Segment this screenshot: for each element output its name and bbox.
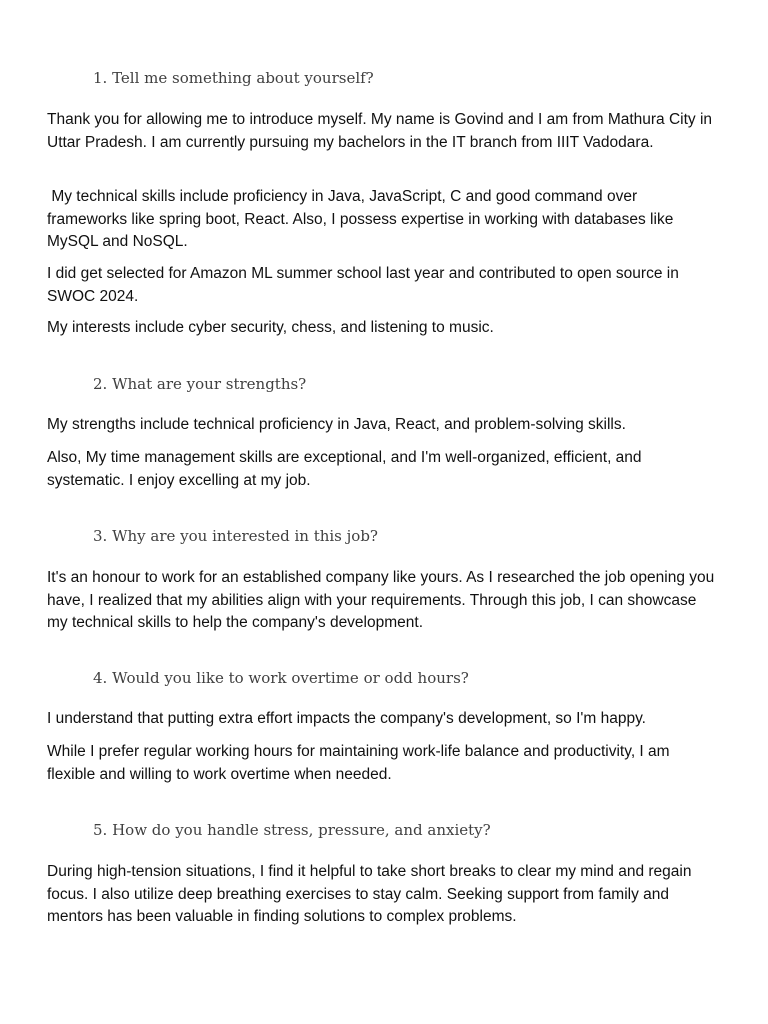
answer-paragraph: My strengths include technical proficiency in Java, React, and problem-solving skills. — [47, 416, 626, 433]
question-heading: 5. How do you handle stress, pressure, and anxiety? — [93, 821, 491, 839]
answer-paragraph: Also, My time management skills are exceptional, and I'm well-organized, efficient, and systematic. I enjoy excelling at my job. — [47, 449, 642, 489]
question-heading: 2. What are your strengths? — [93, 375, 307, 393]
question-heading: 4. Would you like to work overtime or odd hours? — [93, 669, 469, 687]
answer-paragraph: I did get selected for Amazon ML summer school last year and contributed to open source in SWOC 2024. — [47, 265, 679, 305]
question-heading: 3. Why are you interested in this job? — [93, 527, 378, 545]
answer-paragraph: My technical skills include proficiency in Java, JavaScript, C and good command over frameworks like spring boot, React. Also, I possess expertise in working with databases like MySQL and NoSQL. — [47, 188, 678, 250]
answer-paragraph: Thank you for allowing me to introduce myself. My name is Govind and I am from Mathura City in Uttar Pradesh. I am currently pursuing my bachelors in the IT branch from IIIT Vadodara. — [47, 111, 713, 151]
answer-paragraph: While I prefer regular working hours for maintaining work-life balance and productivity, I am flexible and willing to work overtime when needed. — [47, 743, 670, 783]
answer-paragraph: During high-tension situations, I find it helpful to take short breaks to clear my mind and regain focus. I also utilize deep breathing exercises to stay calm. Seeking support from family and mentors has been valuable in finding solutions to complex problems. — [47, 863, 692, 925]
answer-paragraph: It's an honour to work for an established company like yours. As I researched the job opening you have, I realized that my abilities align with your requirements. Through this job, I can showcase my technical skills to help the company's development. — [47, 569, 715, 631]
answer-paragraph: My interests include cyber security, chess, and listening to music. — [47, 319, 494, 336]
question-heading: 1. Tell me something about yourself? — [93, 69, 374, 87]
answer-paragraph: I understand that putting extra effort impacts the company's development, so I'm happy. — [47, 710, 646, 727]
